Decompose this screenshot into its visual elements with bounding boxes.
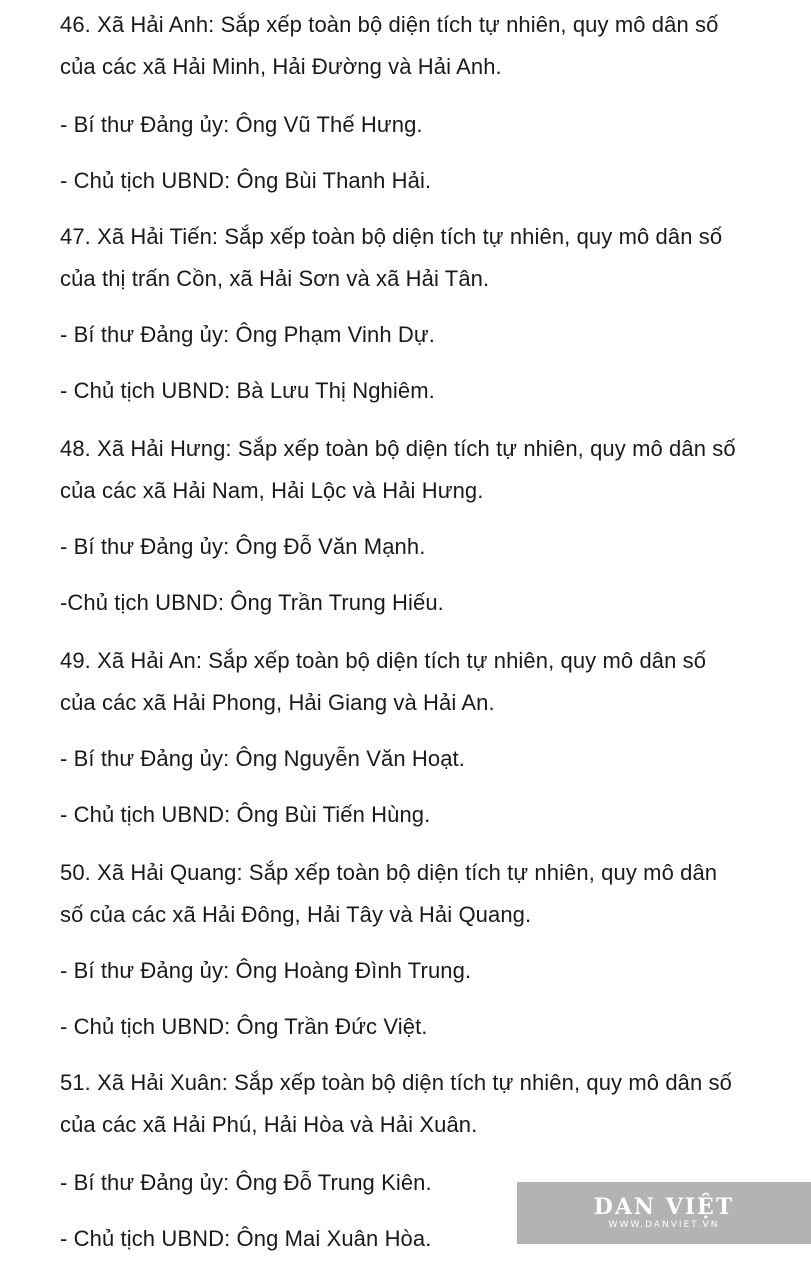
watermark-site: WWW.DANVIET.VN (608, 1220, 720, 1230)
item-48-secretary: - Bí thư Đảng ủy: Ông Đỗ Văn Mạnh. (60, 534, 426, 559)
watermark-brand: DAN VIỆT (593, 1194, 735, 1220)
item-48-title: 48. Xã Hải Hưng: Sắp xếp toàn bộ diện tích tự nhiên, quy mô dân số (60, 436, 736, 461)
item-50-secretary: - Bí thư Đảng ủy: Ông Hoàng Đình Trung. (60, 958, 472, 983)
item-46-secretary: - Bí thư Đảng ủy: Ông Vũ Thế Hưng. (60, 112, 423, 137)
item-46-title: 46. Xã Hải Anh: Sắp xếp toàn bộ diện tích tự nhiên, quy mô dân số (60, 12, 719, 37)
item-49-description: của các xã Hải Phong, Hải Giang và Hải An. (60, 690, 495, 715)
item-51-description: của các xã Hải Phú, Hải Hòa và Hải Xuân. (60, 1112, 478, 1137)
item-51-title: 51. Xã Hải Xuân: Sắp xếp toàn bộ diện tích tự nhiên, quy mô dân số (60, 1070, 732, 1095)
item-50-title: 50. Xã Hải Quang: Sắp xếp toàn bộ diện tích tự nhiên, quy mô dân (60, 860, 718, 885)
item-51-secretary: - Bí thư Đảng ủy: Ông Đỗ Trung Kiên. (60, 1170, 432, 1195)
item-49-secretary: - Bí thư Đảng ủy: Ông Nguyễn Văn Hoạt. (60, 746, 465, 771)
item-48-description: của các xã Hải Nam, Hải Lộc và Hải Hưng. (60, 478, 484, 503)
item-50-description: số của các xã Hải Đông, Hải Tây và Hải Quang. (60, 902, 532, 927)
item-47-chairman: - Chủ tịch UBND: Bà Lưu Thị Nghiêm. (60, 378, 435, 403)
item-49-title: 49. Xã Hải An: Sắp xếp toàn bộ diện tích tự nhiên, quy mô dân số (60, 648, 707, 673)
item-51-chairman: - Chủ tịch UBND: Ông Mai Xuân Hòa. (60, 1226, 432, 1251)
item-46-description: của các xã Hải Minh, Hải Đường và Hải Anh. (60, 54, 502, 79)
item-47-secretary: - Bí thư Đảng ủy: Ông Phạm Vinh Dự. (60, 322, 435, 347)
item-49-chairman: - Chủ tịch UBND: Ông Bùi Tiến Hùng. (60, 802, 431, 827)
item-47-title: 47. Xã Hải Tiến: Sắp xếp toàn bộ diện tích tự nhiên, quy mô dân số (60, 224, 723, 249)
item-50-chairman: - Chủ tịch UBND: Ông Trần Đức Việt. (60, 1014, 428, 1039)
item-48-chairman: -Chủ tịch UBND: Ông Trần Trung Hiếu. (60, 590, 444, 615)
danviet-watermark (517, 1182, 811, 1244)
item-47-description: của thị trấn Cồn, xã Hải Sơn và xã Hải Tân. (60, 266, 490, 291)
item-46-chairman: - Chủ tịch UBND: Ông Bùi Thanh Hải. (60, 168, 432, 193)
